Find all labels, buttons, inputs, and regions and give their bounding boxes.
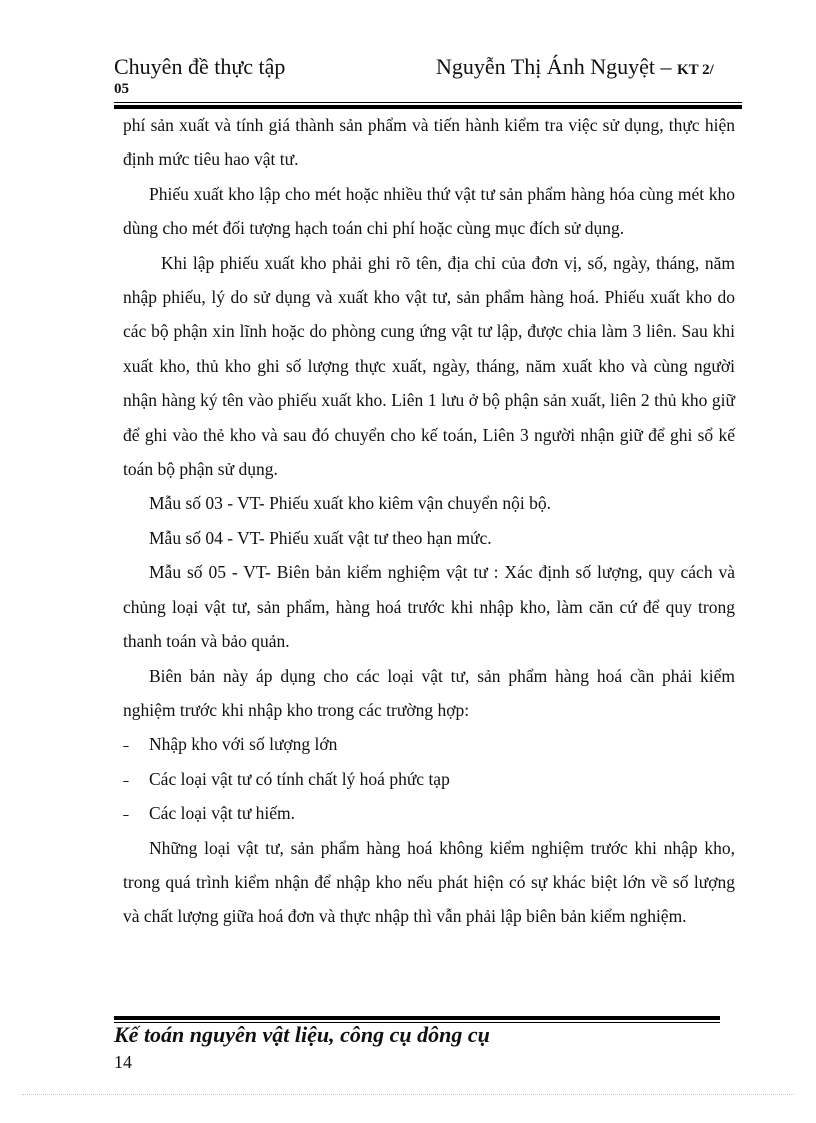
list-item [123, 727, 735, 761]
list-item-text: Các loại vật tư có tính chất lý hoá phức tạp [149, 768, 450, 789]
bullet-mark: ˗ [123, 803, 129, 824]
author-name: Nguyễn Thị Ánh Nguyệt [436, 54, 655, 79]
list-item-text: Các loại vật tư hiếm. [149, 803, 296, 824]
list-item [123, 796, 735, 830]
class-code-continuation: 05 [114, 81, 129, 97]
paragraph: Biên bản này áp dụng cho các loại vật tư, sản phẩm hàng hoá cần phải kiểm nghiệm trước khi nhập kho trong các trường hợp: [123, 665, 735, 720]
paragraph: Những loại vật tư, sản phẩm hàng hoá không kiểm nghiệm trước khi nhập kho, trong quá trình kiểm nhận để nhập kho nếu phát hiện có sự khác biệt lớn về số lượng và chất lượng giữa hoá đơn và thực nhập thì vẫn phải lập biên bản kiểm nghiệm. [123, 837, 735, 927]
page-edge-dotted-line [22, 1094, 794, 1095]
footer-title: Kế toán nguyên vật liệu, công cụ dông cụ [114, 1022, 490, 1047]
paragraph: Mẫu số 03 - VT- Phiếu xuất kho kiêm vận chuyển nội bộ. [149, 493, 551, 514]
header-author [436, 54, 714, 80]
header-rule-thin [114, 102, 742, 103]
class-code: KT 2/ [676, 62, 714, 78]
footer-rule-thick [114, 1016, 720, 1020]
list-item [123, 762, 735, 796]
bullet-mark: ˗ [123, 768, 129, 789]
paragraph: Mẫu số 05 - VT- Biên bản kiểm nghiệm vật tư : Xác định số lượng, quy cách và chủng loại vật tư, sản phẩm, hàng hoá trước khi nhập kho, làm căn cứ để quy trong thanh toán và bảo quản. [123, 562, 735, 652]
author-separator: – [654, 54, 677, 79]
paragraph: Khi lập phiếu xuất kho phải ghi rõ tên, địa chỉ của đơn vị, số, ngày, tháng, năm nhập phiếu, lý do sử dụng và xuất kho vật tư, sản phẩm hàng hoá. Phiếu xuất kho do các bộ phận xin lĩnh hoặc do phòng cung ứng vật tư lập, được chia làm 3 liên. Sau khi xuất kho, thủ kho ghi số lượng thực xuất, ngày, tháng, năm xuất kho và cùng người nhận hàng ký tên vào phiếu xuất kho. Liên 1 lưu ở bộ phận sản xuất, liên 2 thủ kho giữ để ghi vào thẻ kho và sau đó chuyển cho kế toán, Liên 3 người nhận giữ để ghi sổ kế toán bộ phận sử dụng. [123, 252, 735, 480]
list-item-text: Nhập kho với số lượng lớn [149, 734, 338, 755]
header-document-type: Chuyên đề thực tập [114, 54, 286, 79]
bullet-mark: ˗ [123, 734, 129, 755]
paragraph: Mẫu số 04 - VT- Phiếu xuất vật tư theo hạn mức. [149, 527, 492, 548]
page-body [123, 108, 735, 934]
paragraph: phí sản xuất và tính giá thành sản phẩm và tiến hành kiểm tra việc sử dụng, thực hiện định mức tiêu hao vật tư. [123, 115, 735, 170]
paragraph: Phiếu xuất kho lập cho mét hoặc nhiều thứ vật tư sản phẩm hàng hóa cùng mét kho dùng cho mét đối tượng hạch toán chi phí hoặc cùng mục đích sử dụng. [123, 183, 735, 239]
page-number: 14 [114, 1052, 132, 1072]
